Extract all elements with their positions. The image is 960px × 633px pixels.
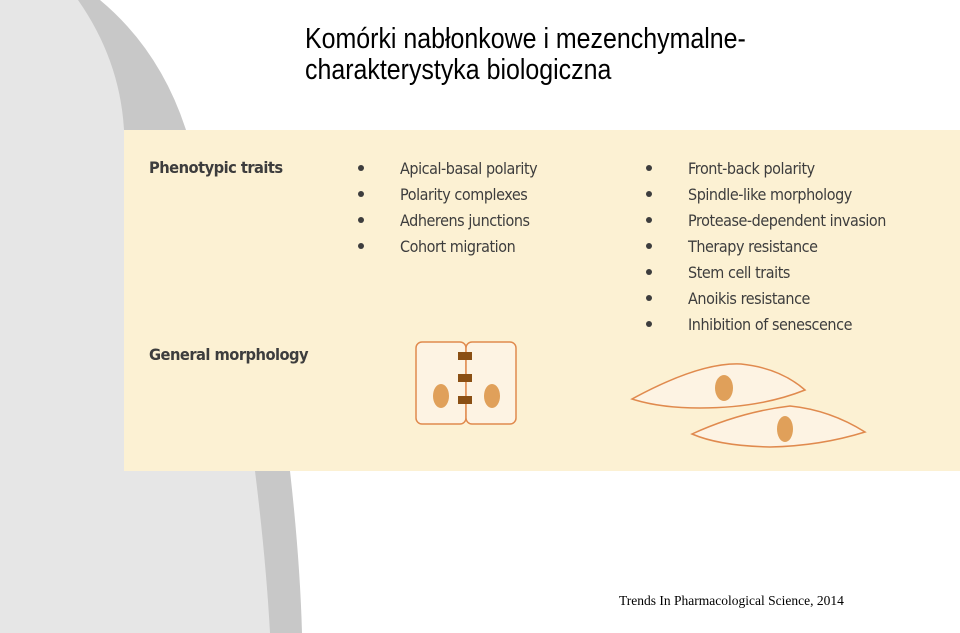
adherens-junction — [458, 396, 472, 404]
source-citation: Trends In Pharmacological Science, 2014 — [619, 593, 844, 608]
mesenchymal-nucleus-upper — [715, 375, 733, 401]
trait-label: Front-back polarity — [688, 159, 815, 178]
trait-label: Polarity complexes — [400, 185, 528, 204]
mesenchymal-cells-illustration — [632, 364, 865, 447]
trait-label: Apical-basal polarity — [400, 159, 538, 178]
trait-label: Anoikis resistance — [688, 289, 810, 308]
epithelial-nucleus-right — [484, 384, 500, 408]
trait-label: Cohort migration — [400, 237, 516, 256]
trait-label: Inhibition of senescence — [688, 315, 852, 334]
general-morphology-label: General morphology — [149, 345, 309, 364]
adherens-junction — [458, 374, 472, 382]
phenotypic-traits-label: Phenotypic traits — [149, 158, 283, 177]
trait-label: Stem cell traits — [688, 263, 790, 282]
trait-label: Protease-dependent invasion — [688, 211, 886, 230]
title-line-1: Komórki nabłonkowe i mezenchymalne- — [305, 23, 746, 55]
adherens-junction — [458, 352, 472, 360]
epithelial-cell-right — [466, 342, 516, 424]
title-line-2: charakterystyka biologiczna — [305, 54, 612, 86]
epithelial-cells-illustration — [416, 342, 516, 424]
epithelial-nucleus-left — [433, 384, 449, 408]
trait-label: Therapy resistance — [688, 237, 818, 256]
mesenchymal-nucleus-lower — [777, 416, 793, 442]
trait-label: Adherens junctions — [400, 211, 530, 230]
trait-label: Spindle-like morphology — [688, 185, 852, 204]
